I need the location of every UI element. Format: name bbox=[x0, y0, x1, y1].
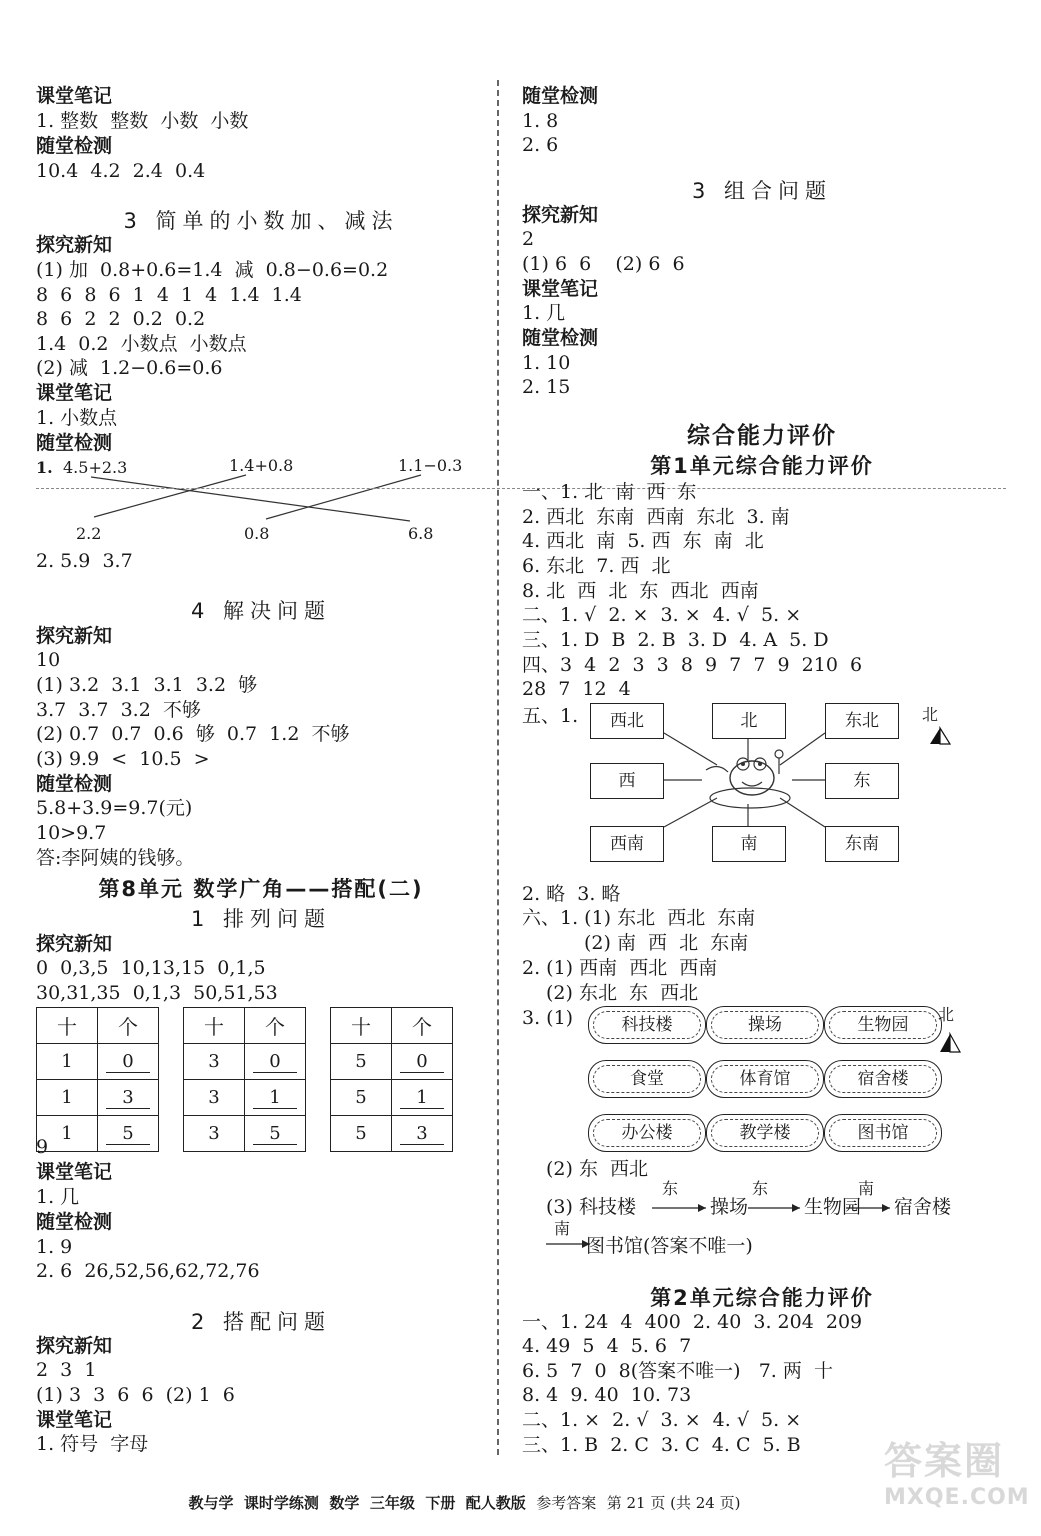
table-cell: 5 bbox=[331, 1044, 392, 1080]
place-value-table bbox=[330, 1007, 453, 1152]
answer-line: 8 6 8 6 1 4 1 4 1.4 1.4 bbox=[36, 284, 302, 306]
campus-building: 图书馆 bbox=[824, 1114, 942, 1152]
lesson-title: 4 解决问题 bbox=[190, 599, 332, 623]
route-direction: 东 bbox=[752, 1179, 769, 1198]
fold-line bbox=[36, 488, 1006, 489]
answer-line: 2 3 1 bbox=[36, 1359, 97, 1381]
north-arrow-icon bbox=[930, 728, 950, 744]
table-cell: 3 bbox=[184, 1116, 245, 1152]
footer-part: 三年级 bbox=[369, 1494, 415, 1512]
section-heading: 课堂笔记 bbox=[522, 278, 599, 300]
matching-diagram bbox=[36, 455, 486, 555]
north-arrow-icon bbox=[932, 1004, 992, 1064]
section-heading: 课堂笔记 bbox=[36, 85, 113, 107]
watermark-url: MXQE.COM bbox=[884, 1485, 1030, 1510]
match-bottom-value: 6.8 bbox=[408, 524, 434, 543]
table-cell: 1 bbox=[37, 1044, 98, 1080]
match-top-expr: 1.4+0.8 bbox=[229, 456, 294, 475]
compass-box: 东 bbox=[825, 763, 899, 799]
answer-line: 1. 整数 整数 小数 小数 bbox=[36, 110, 249, 132]
route-stop: 宿舍楼 bbox=[894, 1196, 952, 1218]
footer-part: 配人教版 bbox=[465, 1494, 526, 1512]
watermark bbox=[884, 1430, 1030, 1530]
answer-line: 2. 6 bbox=[522, 134, 559, 156]
footer-part: 教与学 bbox=[188, 1494, 234, 1512]
lesson-title: 3 简单的小数加、减法 bbox=[123, 209, 399, 233]
page-number: 第 21 页 (共 24 页) bbox=[606, 1494, 741, 1512]
answer-line: 3. (1) bbox=[522, 1007, 574, 1029]
compass-box: 北 bbox=[712, 703, 786, 739]
unit-title: 第2单元综合能力评价 bbox=[650, 1286, 874, 1310]
section-heading: 探究新知 bbox=[36, 625, 113, 647]
route-end: 图书馆(答案不唯一) bbox=[586, 1235, 753, 1257]
match-top-expr: 4.5+2.3 bbox=[63, 458, 128, 477]
answer-line: 28 7 12 4 bbox=[522, 678, 631, 700]
answer-line: 一、1. 北 南 西 东 bbox=[522, 481, 697, 503]
compass-box: 西南 bbox=[590, 826, 664, 862]
answer-line: (1) 加 0.8+0.6=1.4 减 0.8−0.6=0.2 bbox=[36, 259, 389, 281]
table-cell: 1 bbox=[37, 1116, 98, 1152]
section-heading: 随堂检测 bbox=[36, 135, 113, 157]
match-line bbox=[94, 475, 246, 517]
table-cell: 5 bbox=[331, 1080, 392, 1116]
answer-line: 三、1. D B 2. B 3. D 4. A 5. D bbox=[522, 629, 829, 651]
section-heading: 探究新知 bbox=[522, 204, 599, 226]
table-cell: 0 bbox=[253, 1051, 297, 1073]
answer-line: 6. 5 7 0 8(答案不唯一) 7. 两 十 bbox=[522, 1360, 833, 1382]
table-cell: 3 bbox=[184, 1044, 245, 1080]
campus-building: 教学楼 bbox=[706, 1114, 824, 1152]
answer-line: 10>9.7 bbox=[36, 822, 107, 844]
answer-line: (1) 3.2 3.1 3.1 3.2 够 bbox=[36, 674, 258, 696]
answer-line: 10 bbox=[36, 649, 61, 671]
campus-building: 体育馆 bbox=[706, 1060, 824, 1098]
answer-line: 1. 几 bbox=[36, 1186, 80, 1208]
answer-line: 5.8+3.9=9.7(元) bbox=[36, 797, 193, 819]
footer-answer: 参考答案 bbox=[536, 1494, 597, 1512]
lesson-title: 2 搭配问题 bbox=[190, 1310, 332, 1334]
answer-line: 4. 西北 南 5. 西 东 南 北 bbox=[522, 530, 764, 552]
answer-line: 五、1. bbox=[522, 705, 579, 727]
route-line bbox=[522, 1178, 1002, 1262]
section-heading: 随堂检测 bbox=[36, 1211, 113, 1233]
table-cell: 3 bbox=[400, 1123, 444, 1145]
answer-line: 4. 49 5 4 5. 6 7 bbox=[522, 1335, 692, 1357]
answer-line: 二、1. √ 2. × 3. × 4. √ 5. × bbox=[522, 604, 802, 626]
answer-line: 1. 9 bbox=[36, 1236, 73, 1258]
footer-part: 下册 bbox=[425, 1494, 456, 1512]
table-cell: 3 bbox=[106, 1087, 150, 1109]
table-header: 个 bbox=[392, 1008, 453, 1044]
place-value-table bbox=[183, 1007, 306, 1152]
answer-line: 二、1. × 2. √ 3. × 4. √ 5. × bbox=[522, 1409, 802, 1431]
lesson-title: 3 组合问题 bbox=[691, 179, 833, 203]
table-cell: 5 bbox=[331, 1116, 392, 1152]
campus-map bbox=[522, 1000, 1002, 1160]
match-label: 1. bbox=[36, 458, 53, 477]
answer-line: 30,31,35 0,1,3 50,51,53 bbox=[36, 982, 278, 1004]
campus-building: 食堂 bbox=[588, 1060, 706, 1098]
answer-line: 2. 5.9 3.7 bbox=[36, 550, 133, 572]
answer-line: 2. 6 26,52,56,62,72,76 bbox=[36, 1260, 260, 1282]
route-direction: 南 bbox=[554, 1219, 571, 1238]
place-value-table bbox=[36, 1007, 159, 1152]
answer-line: (1) 6 6 (2) 6 6 bbox=[522, 253, 685, 275]
compass-diagram bbox=[522, 700, 1002, 870]
answer-line: 1. 10 bbox=[522, 352, 571, 374]
route-direction: 东 bbox=[662, 1179, 679, 1198]
answer-line: 8 6 2 2 0.2 0.2 bbox=[36, 308, 206, 330]
answer-line: 2. 西北 东南 西南 东北 3. 南 bbox=[522, 506, 790, 528]
answer-line: (2) 南 西 北 东南 bbox=[584, 932, 749, 954]
answer-line: 8. 北 西 北 东 西北 西南 bbox=[522, 580, 759, 602]
route-stop: 操场 bbox=[710, 1196, 749, 1218]
compass-box: 东北 bbox=[825, 703, 899, 739]
table-cell: 5 bbox=[253, 1123, 297, 1145]
section-heading: 课堂笔记 bbox=[36, 1409, 113, 1431]
table-header: 个 bbox=[245, 1008, 306, 1044]
match-top-expr: 1.1−0.3 bbox=[398, 456, 463, 475]
answer-line: 六、1. (1) 东北 西北 东南 bbox=[522, 907, 756, 929]
answer-line: 9 bbox=[36, 1136, 49, 1158]
match-bottom-value: 2.2 bbox=[76, 524, 102, 543]
section-heading: 课堂笔记 bbox=[36, 1161, 113, 1183]
table-cell: 3 bbox=[184, 1080, 245, 1116]
answer-line: 1. 符号 字母 bbox=[36, 1433, 149, 1455]
answer-line: (1) 3 3 6 6 (2) 1 6 bbox=[36, 1384, 235, 1406]
route-start: (3) 科技楼 bbox=[546, 1196, 636, 1218]
table-cell: 0 bbox=[106, 1051, 150, 1073]
watermark-logo: 答案圈 bbox=[884, 1439, 1005, 1483]
campus-building: 宿舍楼 bbox=[824, 1060, 942, 1098]
compass-box: 东南 bbox=[825, 826, 899, 862]
match-bottom-value: 0.8 bbox=[244, 524, 270, 543]
answer-line: 四、3 4 2 3 3 8 9 7 7 9 210 6 bbox=[522, 654, 863, 676]
table-header: 十 bbox=[331, 1008, 392, 1044]
answer-line: (2) 减 1.2−0.6=0.6 bbox=[36, 357, 223, 379]
north-label: 北 bbox=[938, 1005, 955, 1024]
answer-line: 6. 东北 7. 西 北 bbox=[522, 555, 671, 577]
compass-box: 西 bbox=[590, 763, 664, 799]
column-divider bbox=[497, 80, 499, 1455]
answer-line: (3) 9.9 < 10.5 > bbox=[36, 748, 210, 770]
answer-line: 3.7 3.7 3.2 不够 bbox=[36, 699, 201, 721]
table-cell: 0 bbox=[400, 1051, 444, 1073]
table-header: 个 bbox=[98, 1008, 159, 1044]
footer-part: 课时学练测 bbox=[243, 1494, 319, 1512]
table-cell: 5 bbox=[106, 1123, 150, 1145]
section-heading: 探究新知 bbox=[36, 234, 113, 256]
answer-line: 1. 小数点 bbox=[36, 407, 118, 429]
lesson-title: 1 排列问题 bbox=[190, 907, 332, 931]
answer-line: (2) 0.7 0.7 0.6 够 0.7 1.2 不够 bbox=[36, 723, 350, 745]
unit-title: 第1单元综合能力评价 bbox=[650, 454, 874, 478]
table-cell: 1 bbox=[253, 1087, 297, 1109]
answer-line: 2 bbox=[522, 228, 535, 250]
section-heading: 随堂检测 bbox=[522, 327, 599, 349]
answer-line: 2. 15 bbox=[522, 376, 571, 398]
answer-line: 1. 8 bbox=[522, 110, 559, 132]
match-line bbox=[91, 477, 410, 521]
compass-box: 南 bbox=[712, 826, 786, 862]
answer-line: 0 0,3,5 10,13,15 0,1,5 bbox=[36, 957, 266, 979]
section-heading: 课堂笔记 bbox=[36, 382, 113, 404]
north-label: 北 bbox=[922, 705, 939, 724]
compass-box: 西北 bbox=[590, 703, 664, 739]
section-heading: 探究新知 bbox=[36, 933, 113, 955]
section-heading: 随堂检测 bbox=[36, 432, 113, 454]
table-header: 十 bbox=[184, 1008, 245, 1044]
section-heading: 探究新知 bbox=[36, 1335, 113, 1357]
answer-line: 三、1. B 2. C 3. C 4. C 5. B bbox=[522, 1434, 801, 1456]
section-heading: 随堂检测 bbox=[522, 85, 599, 107]
page-footer bbox=[178, 1474, 740, 1513]
campus-building: 办公楼 bbox=[588, 1114, 706, 1152]
route-stop: 生物园 bbox=[804, 1196, 862, 1218]
campus-building: 科技楼 bbox=[588, 1006, 706, 1044]
answer-line: (2) 东北 东 西北 bbox=[546, 982, 699, 1004]
answer-line: 10.4 4.2 2.4 0.4 bbox=[36, 160, 206, 182]
answer-line: 2. 略 3. 略 bbox=[522, 883, 621, 905]
table-cell: 1 bbox=[400, 1087, 444, 1109]
answer-line: 一、1. 24 4 400 2. 40 3. 204 209 bbox=[522, 1311, 863, 1333]
table-header: 十 bbox=[37, 1008, 98, 1044]
answer-line: 1. 几 bbox=[522, 302, 566, 324]
footer-part: 数学 bbox=[329, 1494, 360, 1512]
unit-title: 第8单元 数学广角——搭配(二) bbox=[98, 877, 424, 901]
table-cell: 1 bbox=[37, 1080, 98, 1116]
answer-line: (2) 东 西北 bbox=[546, 1158, 649, 1180]
answer-line: 答:李阿姨的钱够。 bbox=[36, 847, 195, 869]
answer-line: 8. 4 9. 40 10. 73 bbox=[522, 1384, 692, 1406]
section-heading: 随堂检测 bbox=[36, 773, 113, 795]
answer-line: 1.4 0.2 小数点 小数点 bbox=[36, 333, 247, 355]
answer-line: 2. (1) 西南 西北 西南 bbox=[522, 957, 718, 979]
chapter-title: 综合能力评价 bbox=[687, 423, 837, 449]
campus-building: 操场 bbox=[706, 1006, 824, 1044]
route-direction: 南 bbox=[858, 1179, 875, 1198]
campus-building: 生物园 bbox=[824, 1006, 942, 1044]
